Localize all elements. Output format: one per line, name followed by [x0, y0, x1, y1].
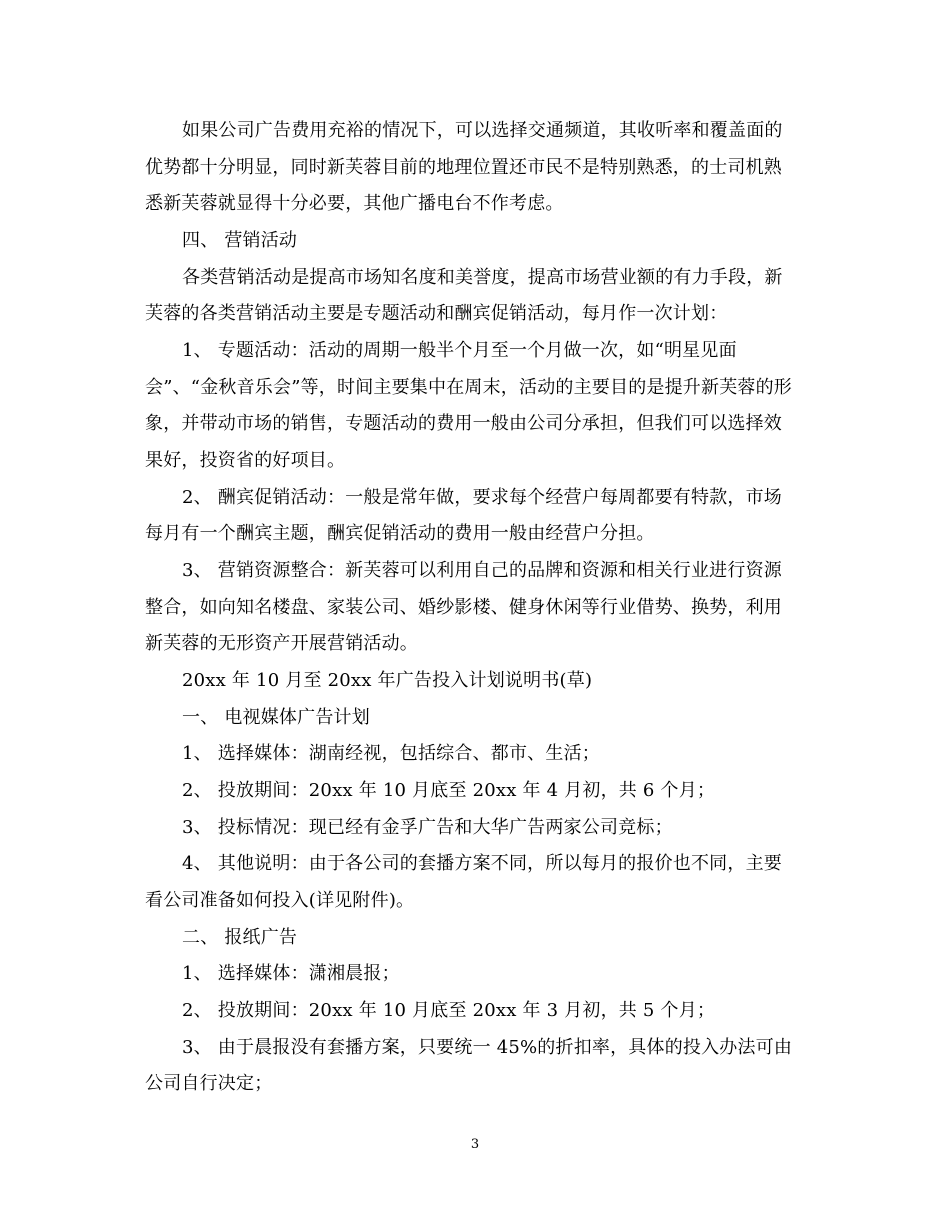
paragraph-line: 悉新芙蓉就显得十分必要，其他广播电台不作考虑。 — [145, 193, 564, 214]
paragraph-line: 各类营销活动是提高市场知名度和美誉度，提高市场营业额的有力手段，新 — [182, 267, 783, 288]
paragraph-line: 如果公司广告费用充裕的情况下，可以选择交通频道，其收听率和覆盖面的 — [182, 120, 783, 141]
list-item: 2、 投放期间：20xx 年 10 月底至 20xx 年 4 月初，共 6 个月； — [182, 780, 716, 801]
paragraph-line: 会”、“金秋音乐会”等，时间主要集中在周末，活动的主要目的是提升新芙蓉的形 — [145, 377, 793, 398]
list-item: 3、 由于晨报没有套播方案，只要统一 45%的折扣率，具体的投入办法可由 — [182, 1037, 793, 1058]
list-item: 1、 选择媒体：湖南经视，包括综合、都市、生活； — [182, 743, 600, 764]
list-item: 3、 营销资源整合：新芙蓉可以利用自己的品牌和资源和相关行业进行资源 — [182, 560, 782, 581]
section-heading: 二、 报纸广告 — [182, 927, 298, 948]
paragraph-line: 优势都十分明显，同时新芙蓉目前的地理位置还市民不是特别熟悉，的士司机熟 — [145, 157, 782, 178]
paragraph-line: 芙蓉的各类营销活动主要是专题活动和酬宾促销活动，每月作一次计划： — [145, 303, 728, 324]
paragraph-line: 每月有一个酬宾主题，酬宾促销活动的费用一般由经营户分担。 — [145, 523, 655, 544]
document-subtitle: 20xx 年 10 月至 20xx 年广告投入计划说明书(草) — [182, 670, 593, 691]
list-item: 3、 投标情况：现已经有金孚广告和大华广告两家公司竞标； — [182, 817, 673, 838]
paragraph-line: 看公司准备如何投入(详见附件)。 — [145, 890, 415, 911]
list-item: 4、 其他说明：由于各公司的套播方案不同，所以每月的报价也不同，主要 — [182, 853, 782, 874]
list-item: 1、 专题活动：活动的周期一般半个月至一个月做一次，如“明星见面 — [182, 340, 737, 361]
list-item: 2、 投放期间：20xx 年 10 月底至 20xx 年 3 月初，共 5 个月； — [182, 1000, 716, 1021]
paragraph-line: 象，并带动市场的销售，专题活动的费用一般由公司分承担，但我们可以选择效 — [145, 413, 782, 434]
list-item: 1、 选择媒体：潇湘晨报； — [182, 963, 400, 984]
section-heading: 四、 营销活动 — [182, 230, 298, 251]
paragraph-line: 整合，如向知名楼盘、家装公司、婚纱影楼、健身休闲等行业借势、换势，利用 — [145, 597, 782, 618]
section-heading: 一、 电视媒体广告计划 — [182, 707, 370, 728]
paragraph-line: 新芙蓉的无形资产开展营销活动。 — [145, 633, 418, 654]
paragraph-line: 果好，投资省的好项目。 — [145, 450, 346, 471]
page-number: 3 — [470, 1137, 480, 1152]
list-item: 2、 酬宾促销活动：一般是常年做，要求每个经营户每周都要有特款，市场 — [182, 487, 782, 508]
paragraph-line: 公司自行决定； — [145, 1073, 273, 1094]
